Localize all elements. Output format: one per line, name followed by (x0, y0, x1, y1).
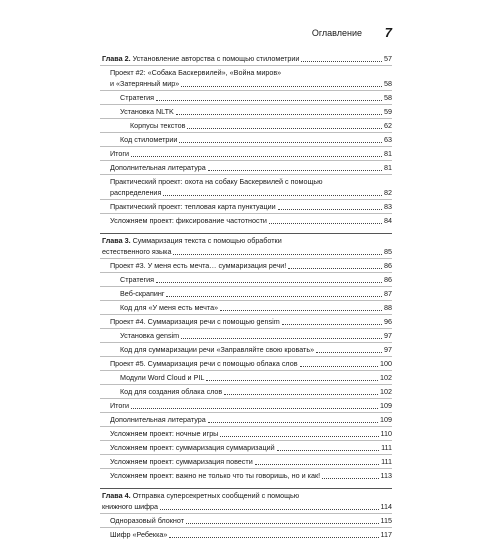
toc-page-number: 114 (380, 502, 392, 511)
dot-leader (131, 401, 378, 409)
toc-line (110, 358, 392, 369)
toc-page-number: 88 (384, 303, 392, 312)
toc-entry-title: Корпусы текстов (130, 121, 186, 130)
toc-page-number: 111 (381, 457, 392, 466)
toc-entry (100, 199, 392, 213)
dot-leader (166, 289, 382, 297)
toc-line (110, 470, 392, 481)
toc-line (120, 288, 392, 299)
toc-line (110, 201, 392, 212)
table-of-contents (100, 52, 392, 541)
dot-leader (278, 202, 382, 210)
toc-entry-title: Проект #3. У меня есть мечта… суммаризация речи! (110, 261, 287, 270)
dot-leader (176, 107, 382, 115)
toc-entry-title: Код стилометрии (120, 135, 178, 144)
toc-page-number: 115 (380, 516, 392, 525)
toc-page-number: 117 (380, 530, 392, 539)
toc-entry-title: Итоги (110, 401, 130, 410)
toc-page-number: 111 (381, 443, 392, 452)
toc-entry-title: Практический проект: тепловая карта пунктуации (110, 202, 276, 211)
toc-page-number: 97 (384, 345, 392, 354)
toc-entry-title: и «Затерянный мир» (110, 79, 180, 88)
toc-entry (100, 314, 392, 328)
toc-entry (100, 160, 392, 174)
chapter-title: Установление авторства с помощью стилометрии (132, 54, 300, 63)
page-header (100, 26, 392, 42)
toc-entry (100, 513, 392, 527)
toc-line (110, 515, 392, 526)
toc-entry (100, 527, 392, 541)
dot-leader (220, 429, 378, 437)
toc-line (102, 246, 392, 257)
toc-entry (100, 213, 392, 227)
toc-page-number: 84 (384, 216, 392, 225)
toc-entry-title: Усложняем проект: ночные игры (110, 429, 219, 438)
toc-entry-title: Модули Word Cloud и PIL (120, 373, 205, 382)
toc-entry-title: Усложняем проект: суммаризация суммаризаций (110, 443, 275, 452)
toc-entry-title: Установка gensim (120, 331, 180, 340)
toc-entry-title (102, 235, 282, 246)
toc-page-number: 86 (384, 275, 392, 284)
toc-entry-title: Стратегия (120, 93, 155, 102)
toc-line (110, 428, 392, 439)
toc-page-number: 109 (380, 415, 392, 424)
toc-line (110, 529, 392, 540)
toc-chapter-entry (100, 488, 392, 513)
toc-page-number: 86 (384, 261, 392, 270)
dot-leader (156, 275, 382, 283)
toc-entry (100, 174, 392, 199)
toc-page-number: 97 (384, 331, 392, 340)
dot-leader (224, 387, 378, 395)
toc-line (102, 490, 392, 501)
dot-leader (282, 317, 382, 325)
toc-entry (100, 384, 392, 398)
toc-page-number: 62 (384, 121, 392, 130)
toc-line (110, 316, 392, 327)
toc-entry-title: естественного языка (102, 247, 172, 256)
toc-line (120, 134, 392, 145)
toc-entry (100, 426, 392, 440)
dot-leader (160, 502, 378, 510)
toc-line (120, 302, 392, 313)
toc-line (110, 162, 392, 173)
toc-entry-title: Стратегия (120, 275, 155, 284)
toc-page-number: 87 (384, 289, 392, 298)
chapter-label: Глава 3. (102, 236, 131, 245)
toc-page-number: 59 (384, 107, 392, 116)
toc-line (110, 456, 392, 467)
toc-entry (100, 146, 392, 160)
dot-leader (301, 54, 382, 62)
dot-leader (269, 216, 382, 224)
dot-leader (220, 303, 382, 311)
toc-entry-title: Дополнительная литература (110, 163, 206, 172)
dot-leader (208, 163, 382, 171)
toc-entry (100, 104, 392, 118)
chapter-label: Глава 2. (102, 54, 131, 63)
toc-line (120, 92, 392, 103)
toc-entry (100, 342, 392, 356)
toc-entry-title: Усложняем проект: суммаризация повести (110, 457, 253, 466)
dot-leader (277, 443, 379, 451)
toc-entry (100, 468, 392, 482)
running-head: Оглавление (311, 28, 362, 38)
toc-line (110, 67, 392, 78)
toc-entry (100, 90, 392, 104)
dot-leader (322, 471, 378, 479)
dot-leader (255, 457, 379, 465)
toc-entry-title: Проект #2: «Собака Баскервилей», «Война миров» (110, 68, 282, 77)
toc-entry (100, 258, 392, 272)
toc-entry (100, 356, 392, 370)
toc-entry (100, 412, 392, 426)
dot-leader (186, 516, 379, 524)
chapter-label: Глава 4. (102, 491, 131, 500)
dot-leader (316, 345, 382, 353)
toc-entry-title: Код для суммаризации речи «Заправляйте свою кровать» (120, 345, 315, 354)
toc-entry-title: Усложняем проект: фиксирование частотности (110, 216, 267, 225)
toc-chapter-entry (100, 52, 392, 65)
toc-line (120, 330, 392, 341)
page-number: 7 (384, 25, 392, 40)
toc-page-number: 100 (380, 359, 392, 368)
toc-line (110, 215, 392, 226)
toc-page-number: 58 (384, 79, 392, 88)
dot-leader (179, 135, 382, 143)
dot-leader (187, 121, 382, 129)
dot-leader (156, 93, 382, 101)
toc-page-number: 83 (384, 202, 392, 211)
toc-entry (100, 370, 392, 384)
dot-leader (163, 188, 382, 196)
toc-page-number: 85 (384, 247, 392, 256)
toc-line (102, 235, 392, 246)
toc-entry-title: Проект #5. Суммаризация речи с помощью облака слов (110, 359, 298, 368)
dot-leader (181, 79, 382, 87)
toc-line (120, 106, 392, 117)
toc-line (110, 400, 392, 411)
toc-entry-title (102, 490, 299, 501)
dot-leader (300, 359, 378, 367)
toc-page-number: 57 (384, 54, 392, 63)
toc-entry-title (102, 53, 299, 64)
toc-entry-title: Код для создания облака слов (120, 387, 223, 396)
toc-entry (100, 118, 392, 132)
toc-page-number: 81 (384, 149, 392, 158)
toc-line (120, 386, 392, 397)
toc-page-number: 96 (384, 317, 392, 326)
toc-entry-title: книжного шифра (102, 502, 159, 511)
toc-line (110, 414, 392, 425)
toc-entry-title: Код для «У меня есть мечта» (120, 303, 219, 312)
toc-page-number: 82 (384, 188, 392, 197)
toc-line (102, 53, 392, 64)
dot-leader (288, 261, 382, 269)
toc-page-number: 110 (380, 429, 392, 438)
dot-leader (131, 149, 382, 157)
toc-line (110, 187, 392, 198)
toc-entry-title: Практический проект: охота на собаку Баскервилей с помощью (110, 177, 323, 186)
toc-entry-title: Усложняем проект: важно не только что ты говоришь, но и как! (110, 471, 321, 480)
dot-leader (173, 247, 382, 255)
toc-entry (100, 300, 392, 314)
toc-entry-title: Веб-скрапинг (120, 289, 165, 298)
toc-line (120, 372, 392, 383)
toc-entry (100, 132, 392, 146)
toc-entry-title: Шифр «Ребекка» (110, 530, 168, 539)
chapter-title: Отправка суперсекретных сообщений с помощью (132, 491, 300, 500)
toc-line (120, 344, 392, 355)
toc-line (110, 176, 392, 187)
dot-leader (181, 331, 382, 339)
toc-chapter-entry (100, 233, 392, 258)
dot-leader (208, 415, 378, 423)
toc-entry (100, 286, 392, 300)
toc-entry (100, 272, 392, 286)
toc-entry-title: Одноразовый блокнот (110, 516, 185, 525)
toc-entry (100, 398, 392, 412)
toc-line (130, 120, 392, 131)
toc-page-number: 102 (380, 373, 392, 382)
toc-page-number: 102 (380, 387, 392, 396)
toc-entry (100, 328, 392, 342)
toc-entry-title: Проект #4. Суммаризация речи с помощью gensim (110, 317, 280, 326)
toc-entry-title: Дополнительная литература (110, 415, 206, 424)
toc-entry-title: Итоги (110, 149, 130, 158)
toc-line (102, 501, 392, 512)
toc-line (110, 78, 392, 89)
toc-entry-title: распределения (110, 188, 162, 197)
toc-line (110, 260, 392, 271)
toc-page-number: 58 (384, 93, 392, 102)
toc-page-number: 81 (384, 163, 392, 172)
dot-leader (206, 373, 378, 381)
toc-page-number: 109 (380, 401, 392, 410)
chapter-title: Суммаризация текста с помощью обработки (132, 236, 282, 245)
toc-entry (100, 440, 392, 454)
dot-leader (169, 530, 378, 538)
toc-entry (100, 454, 392, 468)
toc-line (120, 274, 392, 285)
toc-entry (100, 65, 392, 90)
toc-page-number: 113 (380, 471, 392, 480)
toc-page-number: 63 (384, 135, 392, 144)
toc-line (110, 442, 392, 453)
toc-line (110, 148, 392, 159)
toc-entry-title: Установка NLTK (120, 107, 174, 116)
